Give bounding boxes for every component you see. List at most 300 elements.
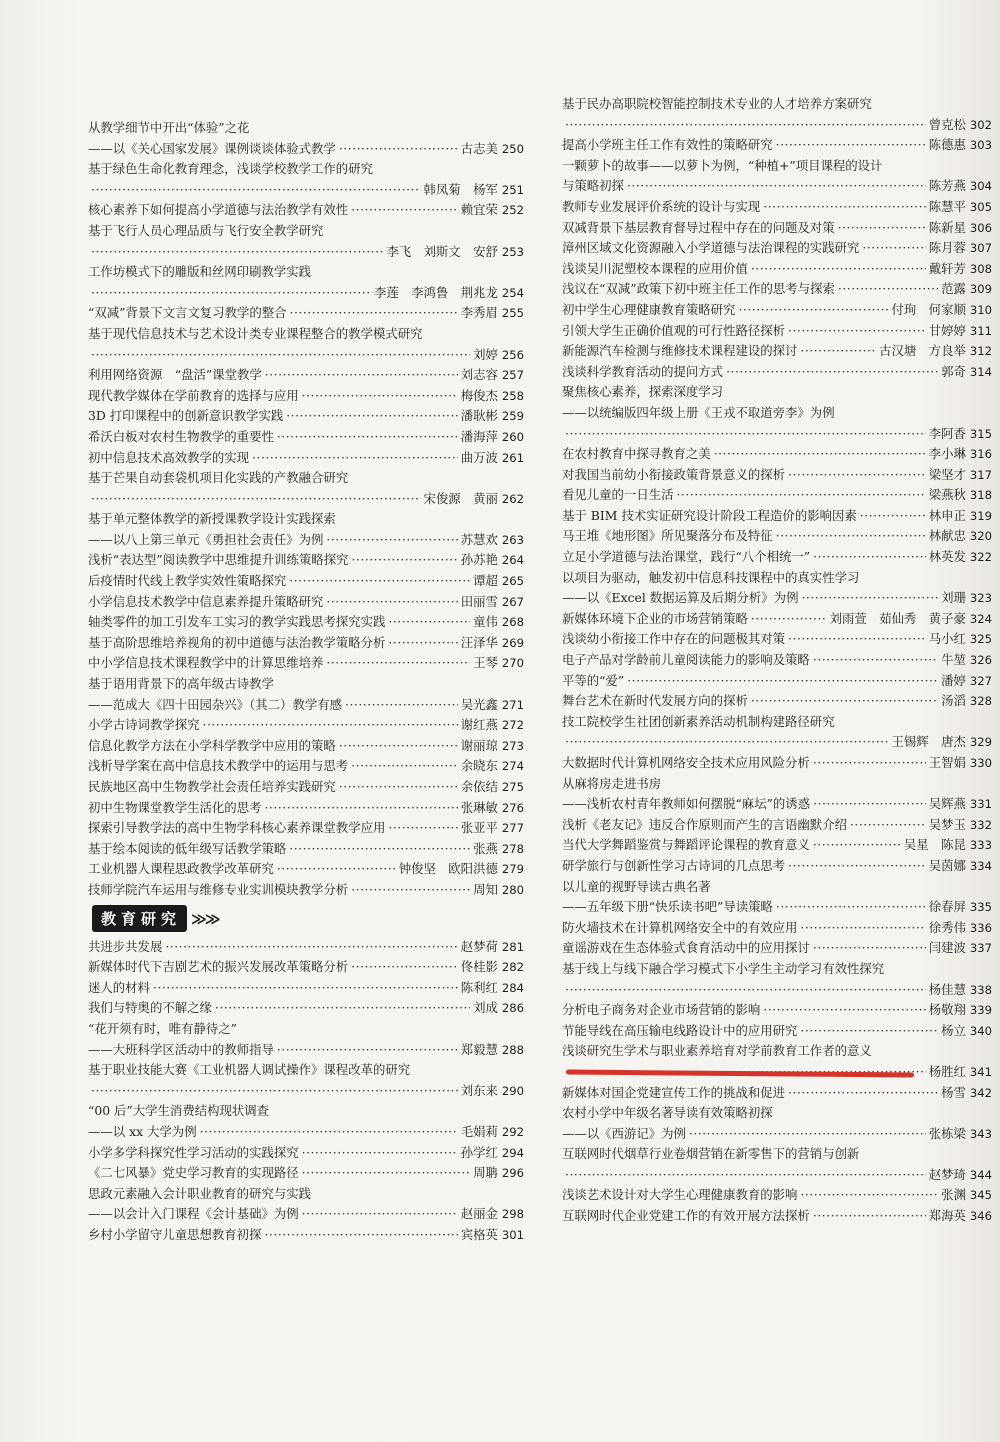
dot-leader [776,135,926,156]
dot-leader [565,980,926,1001]
toc-line [88,1040,524,1061]
toc-line [88,427,524,448]
entry-title: 漳州区域文化资源融入小学道德与法治课程的实践研究 [562,240,860,256]
entry-title: 一颗萝卜的故事——以萝卜为例，“种植+”项目课程的设计 [562,157,883,173]
dot-leader [264,1225,457,1246]
entry-page: 282 [501,960,524,975]
dot-leader [351,756,457,777]
entry-title: 基于民办高职院校智能控制技术专业的人才培养方案研究 [562,96,872,111]
entry-page: 332 [969,817,992,832]
toc-line [562,938,992,959]
toc-entry [562,691,992,712]
entry-page: 326 [969,653,992,668]
toc-line [562,671,992,692]
dot-leader [751,609,827,630]
toc-line [562,629,992,650]
toc-entry [88,777,524,798]
entry-author: 李莲 李鸿鲁 荆兆龙 [373,284,498,300]
toc-line [562,568,992,589]
toc-entry [562,197,992,218]
toc-entry [562,650,992,671]
dot-leader [302,1204,458,1225]
toc-line [88,571,524,592]
toc-line [88,1060,524,1081]
dot-leader [751,259,926,280]
toc-line [562,1165,992,1186]
dot-leader [565,732,889,753]
entry-author: 牛堃 [941,652,966,668]
entry-title: 中小学信息技术课程教学中的计算思维培养 [88,655,324,671]
right-column [562,94,992,1227]
entry-title: 乡村小学留守儿童思想教育初探 [88,1226,262,1242]
entry-author: 付珣 何家顺 [891,301,966,317]
entry-page: 298 [501,1207,524,1222]
entry-title: 立足小学道德与法治课堂，践行“八个相统一” [562,549,811,565]
toc-line [88,756,524,777]
entry-title: 舞台艺术在新时代发展方向的探析 [562,693,748,709]
toc-line [562,856,992,877]
entry-author: 杨敬翔 [928,1002,966,1018]
entry-page: 314 [969,364,992,379]
entry-page: 267 [501,594,524,609]
toc-line [88,200,524,221]
toc-entry [562,856,992,877]
dot-leader [627,671,938,692]
entry-page: 271 [501,697,524,712]
toc-entry [88,1060,524,1101]
entry-page: 257 [501,368,524,383]
toc-line [562,547,992,568]
entry-author: 孙学红 [460,1144,498,1160]
entry-author: 李飞 刘斯文 安舒 [386,243,498,259]
entry-title: 工业机器人课程思政教学改革研究 [88,861,274,877]
toc-line [88,674,524,695]
entry-title: 基于芒果自动套袋机项目化实践的产教融合研究 [88,470,349,486]
toc-line [562,1124,992,1145]
entry-title: 共进步共发展 [88,938,163,954]
entry-author: 苏慧欢 [460,531,498,547]
entry-page: 277 [501,821,524,836]
toc-entry [562,1000,992,1021]
toc-entry [88,303,524,324]
toc-entry [562,94,992,135]
toc-line [562,1083,992,1104]
entry-title: 小学信息技术教学中信息素养提升策略研究 [88,593,324,609]
entry-author: 吴梦玉 [928,816,966,832]
entry-author: 陈利红 [460,979,498,995]
toc-entry [562,877,992,918]
entry-page: 320 [969,529,992,544]
entry-author: 陈慧平 [928,198,966,214]
entry-page: 279 [501,862,524,877]
section-title: 教育研究 [92,905,187,932]
entry-title: 节能导线在高压输电线路设计中的应用研究 [562,1022,798,1038]
dot-leader [689,1124,926,1145]
entry-title: 基于高阶思维培养视角的初中道德与法治教学策略分析 [88,634,386,650]
entry-page: 263 [501,532,524,547]
entry-title: ——以《Excel 数据运算及后期分析》为例 [562,590,799,606]
dot-leader [326,592,457,613]
toc-entry [88,1184,524,1225]
entry-author: 李阿香 [928,425,966,441]
entry-page: 280 [501,882,524,897]
entry-title: 基于单元整体教学的新授课教学设计实践探索 [88,511,336,527]
toc-entry [562,485,992,506]
toc-line [88,448,524,469]
toc-entry [562,300,992,321]
entry-author: 李小琳 [928,446,966,462]
section-heading [92,905,524,933]
toc-line [88,386,524,407]
toc-entry [562,506,992,527]
dot-leader [565,115,926,136]
entry-page: 337 [969,941,992,956]
entry-author: 潘海萍 [460,428,498,444]
toc-entry [88,118,524,159]
entry-author: 杨佳慧 [928,981,966,997]
toc-entry [562,218,992,239]
double-chevron-icon: ≫≫ [191,909,219,928]
entry-author: 余依结 [460,779,498,794]
entry-page: 310 [969,302,992,317]
toc-entry [88,448,524,469]
toc-entry [562,1206,992,1227]
entry-author: 刘婷 [473,346,498,362]
dot-leader [91,283,371,304]
entry-page: 278 [501,841,524,856]
toc-entry [88,633,524,654]
entry-title: 从教学细节中开出“体验”之花 [88,120,250,135]
entry-title: 引领大学生正确价值观的可行性路径探析 [562,322,786,338]
entry-page: 342 [969,1085,992,1100]
toc-line [88,345,524,366]
dot-leader [302,1163,470,1184]
entry-title: 新媒体对国企党建宣传工作的挑战和促进 [562,1084,786,1100]
toc-line [562,794,992,815]
entry-page: 260 [501,429,524,444]
toc-line [88,839,524,860]
entry-title: 3D 打印课程中的创新意识教学实践 [88,408,284,424]
entry-author: 周知 [473,881,498,897]
toc-entry [562,1083,992,1104]
toc-line [88,159,524,180]
toc-entry [562,835,992,856]
toc-entry [562,465,992,486]
dot-leader [91,1081,458,1102]
entry-title: 基于绘本阅读的低年级写话教学策略 [88,840,287,856]
toc-line [562,897,992,918]
entry-title: 基于绿色生命化教育理念，浅谈学校教学工作的研究 [88,161,373,177]
entry-title: 信息化教学方法在小学科学教学中应用的策略 [88,737,336,753]
entry-author: 王琴 [473,655,498,671]
toc-line [88,1225,524,1246]
toc-line [88,695,524,716]
toc-line [88,1122,524,1143]
entry-title: 马王堆《地形图》所见聚落分布及特征 [562,528,773,544]
toc-line [88,633,524,654]
entry-title: ——大班科学区活动中的教师指导 [88,1041,274,1057]
entry-page: 334 [969,858,992,873]
entry-author: 刘成 [473,1000,498,1016]
toc-line [562,321,992,342]
toc-line [562,588,992,609]
entry-author: 赖宜荣 [460,202,498,218]
dot-leader [800,1021,938,1042]
toc-line [562,218,992,239]
dot-leader [788,1083,938,1104]
dot-leader [302,386,458,407]
toc-line [562,382,992,403]
toc-line [562,753,992,774]
entry-title: ——范成大《四十田园杂兴》（其二）教学有感 [88,696,343,712]
entry-page: 341 [969,1064,992,1079]
toc-line [88,550,524,571]
entry-author: 郑海英 [928,1208,966,1224]
dot-leader [339,736,458,757]
toc-line [562,691,992,712]
entry-author: 毛娟莉 [460,1123,498,1139]
entry-page: 324 [969,611,992,626]
dot-leader [800,918,925,939]
entry-author: 孙苏艳 [460,552,498,568]
toc-line [88,777,524,798]
dot-leader [813,938,926,959]
toc-line [88,1081,524,1102]
entry-author: 曲万波 [460,449,498,465]
toc-entry [88,715,524,736]
toc-entry [88,324,524,365]
toc-line [88,1143,524,1164]
toc-line [88,592,524,613]
entry-page: 304 [969,179,992,194]
toc-line [88,612,524,633]
entry-title: “花开须有时，唯有静待之” [88,1020,237,1036]
toc-line [88,1163,524,1184]
toc-entry [562,568,992,609]
dot-leader [153,978,458,999]
toc-line [88,957,524,978]
toc-entry [562,362,992,383]
entry-page: 317 [969,467,992,482]
dot-leader [91,180,421,201]
toc-line [562,835,992,856]
entry-title: 浅析导学案在高中信息技术教学中的运用与思考 [88,758,349,774]
dot-leader [813,650,938,671]
toc-entry [562,609,992,630]
toc-entry [88,798,524,819]
toc-entry [88,880,524,901]
toc-entry [88,818,524,839]
toc-line [88,324,524,345]
dot-leader [215,998,470,1019]
dot-leader [339,139,458,160]
entry-page: 273 [501,738,524,753]
toc-line [562,732,992,753]
toc-entry [562,938,992,959]
entry-page: 327 [969,673,992,688]
toc-entry [88,468,524,509]
dot-leader [351,550,457,571]
toc-line [88,530,524,551]
entry-page: 333 [969,838,992,853]
entry-page: 340 [969,1023,992,1038]
entry-author: 马小红 [928,631,966,647]
entry-author: 林献忠 [928,528,966,544]
entry-title: 浅谈科学教育活动的提问方式 [562,363,724,379]
entry-title: 初中生物课堂教学生活化的思考 [88,799,262,815]
dot-leader [788,321,926,342]
entry-title: 现代教学媒体在学前教育的选择与应用 [88,387,299,403]
toc-line [88,653,524,674]
toc-entry [562,712,992,753]
dot-leader [351,880,470,901]
entry-author: 郑毅慧 [460,1041,498,1057]
entry-author: 余晓东 [460,758,498,774]
entry-title: ——浅析农村青年教师如何摆脱“麻坛”的诱惑 [562,796,811,812]
entry-title: 在农村教育中探寻教育之美 [562,446,711,462]
dot-leader [801,588,938,609]
toc-line [562,94,992,115]
dot-leader [289,571,470,592]
toc-entry [88,509,524,550]
toc-entry [562,753,992,774]
entry-page: 250 [501,141,524,156]
entry-author: 陈新星 [928,219,966,235]
toc-entry [562,382,992,444]
entry-title: ——以《关心国家发展》课例谈谈体验式教学 [88,140,336,156]
entry-author: 林英发 [928,549,966,565]
toc-line [562,980,992,1001]
dot-leader [388,633,457,654]
entry-title: ——以《西游记》为例 [562,1125,686,1141]
entry-page: 312 [969,344,992,359]
entry-page: 309 [969,282,992,297]
toc-line [88,937,524,958]
entry-page: 301 [501,1227,524,1242]
toc-line [562,1000,992,1021]
entry-author: 宾格英 [460,1226,498,1242]
toc-entry [88,839,524,860]
entry-page: 331 [969,797,992,812]
entry-author: 梁燕秋 [928,487,966,503]
entry-title: 利用网络资源 “盘活”课堂教学 [88,367,262,383]
toc-line [562,362,992,383]
entry-page: 311 [969,323,992,338]
entry-page: 336 [969,920,992,935]
entry-author: 田丽雪 [460,593,498,609]
toc-entry [88,1225,524,1246]
toc-line [562,1185,992,1206]
dot-leader [339,777,458,798]
toc-entry [562,238,992,259]
toc-entry [88,937,524,958]
entry-title: 提高小学班主任工作有效性的策略研究 [562,137,773,153]
entry-page: 270 [501,656,524,671]
entry-page: 255 [501,306,524,321]
dot-leader [788,629,926,650]
entry-page: 294 [501,1145,524,1160]
entry-title: 童谣游戏在生态体验式食育活动中的应用探讨 [562,940,810,956]
toc-entry [88,1019,524,1060]
entry-title: 从麻将房走进书房 [562,775,662,791]
entry-title: 看见儿童的一日生活 [562,487,674,503]
dot-leader [850,815,926,836]
toc-line [562,1144,992,1165]
toc-line [88,180,524,201]
dot-leader [565,424,926,445]
dot-leader [277,427,458,448]
entry-author: 吴辉燕 [928,796,966,812]
toc-line [562,1103,992,1124]
entry-page: 272 [501,718,524,733]
entry-title: 思政元素融入会计职业教育的研究与实践 [88,1185,312,1201]
entry-title: 基于 BIM 技术实证研究设计阶段工程造价的影响因素 [562,507,857,523]
entry-author: 徐春屏 [928,899,966,915]
entry-title: 新媒体时代下吉剧艺术的振兴发展改革策略分析 [88,959,349,975]
toc-line [88,139,524,160]
toc-entry [562,815,992,836]
toc-line [562,1021,992,1042]
entry-title: 工作坊模式下的雕版和丝网印刷教学实践 [88,264,312,280]
entry-page: 318 [969,488,992,503]
toc-line [88,118,524,139]
entry-title: 防火墙技术在计算机网络安全中的有效应用 [562,919,798,935]
entry-page: 302 [969,117,992,132]
entry-page: 323 [969,591,992,606]
entry-page: 281 [501,939,524,954]
dot-leader [289,839,470,860]
toc-entry [562,341,992,362]
toc-entry [88,612,524,633]
dot-leader [91,242,383,263]
toc-entry [88,159,524,200]
entry-title: 迷人的材料 [88,979,150,995]
toc-line [562,609,992,630]
toc-entry [88,592,524,613]
dot-leader [677,485,926,506]
toc-entry [562,321,992,342]
entry-author: 吴光鑫 [460,696,498,712]
entry-title: 初中信息技术高效教学的实现 [88,449,250,465]
toc-entry [88,1101,524,1142]
entry-author: 闫建波 [928,940,966,956]
entry-author: 张亚平 [460,820,498,836]
entry-author: 宋俊源 黄丽 [423,490,498,506]
entry-title: 基于飞行人员心理品质与飞行安全教学研究 [88,222,324,238]
dot-leader [302,1143,458,1164]
dot-leader [91,345,470,366]
toc-line [88,509,524,530]
entry-title: 对我国当前幼小衔接政策背景意义的探析 [562,466,786,482]
toc-entry [88,1163,524,1184]
entry-title: 新能源汽车检测与维修技术课程建设的探讨 [562,343,798,359]
entry-page: 252 [501,203,524,218]
entry-page: 315 [969,426,992,441]
toc-line [562,197,992,218]
entry-page: 251 [501,182,524,197]
entry-author: 刘志容 [460,367,498,383]
entry-author: 曾克松 [928,116,966,132]
entry-title: 后疫情时代线上教学实效性策略探究 [88,573,287,589]
dot-leader [838,218,926,239]
toc-entry [562,774,992,815]
toc-line [562,506,992,527]
entry-title: 浅谈艺术设计对大学生心理健康教育的影响 [562,1187,798,1203]
toc-line [562,300,992,321]
dot-leader [788,856,926,877]
dot-leader [763,197,925,218]
entry-page: 306 [969,220,992,235]
